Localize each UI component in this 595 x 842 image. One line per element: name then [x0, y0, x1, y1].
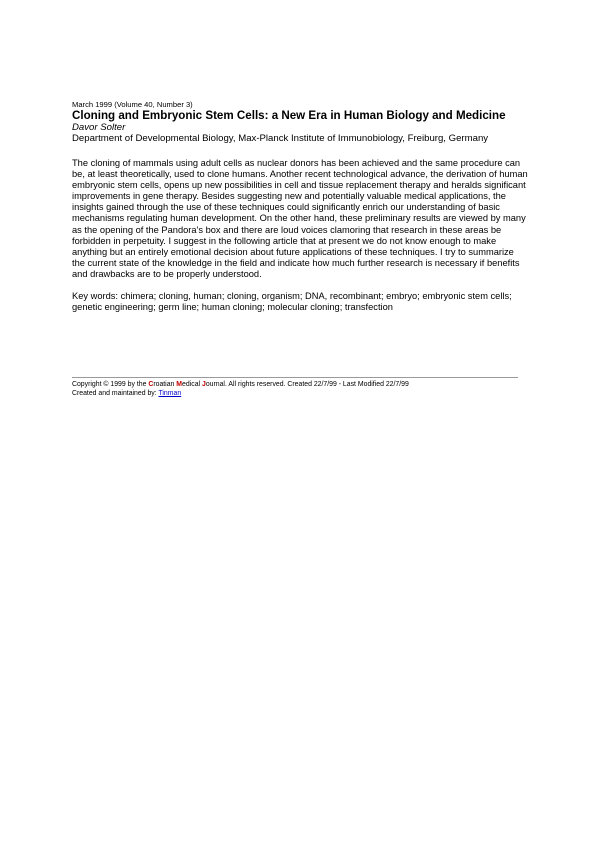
- keywords-text: Key words: chimera; cloning, human; cloning, organism; DNA, recombinant; embryo; embryonic stem cells; genetic engineering; germ line; human cloning; molecular cloning; transfection: [72, 291, 512, 313]
- issue-info: March 1999 (Volume 40, Number 3): [72, 100, 193, 109]
- page-footer: [72, 380, 528, 398]
- article-title: Cloning and Embryonic Stem Cells: a New Era in Human Biology and Medicine: [72, 109, 506, 122]
- copyright-prefix: Copyright © 1999 by the: [72, 381, 149, 388]
- maintainer-link[interactable]: Tinman: [158, 390, 182, 397]
- maintainer-line: [72, 389, 528, 398]
- copyright-line: [72, 380, 528, 389]
- copyright-suffix: . All rights reserved. Created 22/7/99 - Last Modified 22/7/99: [224, 381, 409, 388]
- journal-initial-m: M: [176, 381, 183, 388]
- author-name: Davor Solter: [72, 122, 126, 133]
- article-header: [72, 100, 528, 313]
- author-affiliation: Department of Developmental Biology, Max-Planck Institute of Immunobiology, Freiburg, Germany: [72, 133, 489, 144]
- journal-name-part-1: roatian: [153, 381, 177, 388]
- journal-name-part-2: edical: [182, 381, 202, 388]
- maintainer-prefix: Created and maintained by:: [72, 390, 159, 397]
- abstract-text: The cloning of mammals using adult cells as nuclear donors has been achieved and the same procedure can be, at least theoretically, used to clone humans. Another recent technological advance, the derivation of human embryonic stem cells, opens up new possibilities in cell and tissue replacement therapy and heralds significant improvements in gene therapy. Besides suggesting new and potentially valuable medical applications, the insights gained through the use of these techniques could significantly enrich our understanding of basic mechanisms regulating human development. On the other hand, these preliminary results are viewed by many as the opening of the Pandora's box and there are loud voices clamoring that research in these areas be forbidden in perpetuity. I suggest in the following article that at present we do not know enough to make anything but an entirely emotional decision about future applications of these techniques. I try to summarize the current state of the knowledge in the field and indicate how much further research is necessary if benefits and drawbacks are to be properly understood.: [72, 158, 528, 279]
- journal-name-part-3: ournal: [205, 381, 225, 388]
- journal-initial-c: C: [148, 381, 154, 388]
- footer-divider: [72, 377, 518, 378]
- journal-initial-j: J: [201, 381, 206, 388]
